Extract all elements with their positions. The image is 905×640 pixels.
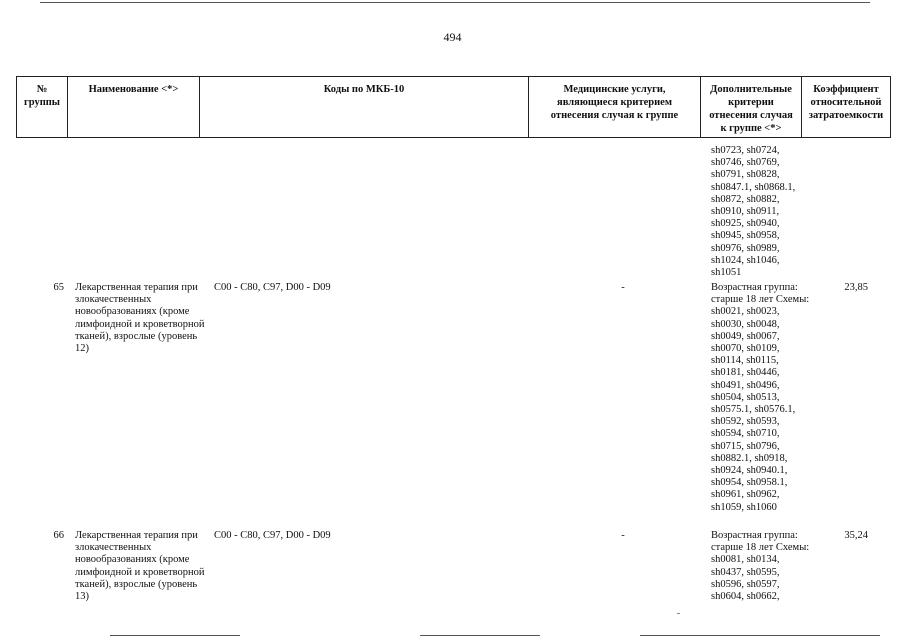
row-66-services: - — [621, 530, 625, 541]
page-number: 494 — [443, 30, 462, 44]
row-66-coefficient: 35,24 — [844, 530, 868, 541]
top-edge-line — [40, 2, 870, 3]
row-65-coefficient: 23,85 — [844, 282, 868, 293]
header-row — [17, 77, 891, 138]
table-header — [16, 76, 891, 138]
header-name: Наименование <*> — [68, 77, 200, 138]
bottom-edge-line-mid — [420, 635, 540, 636]
row-65-criteria: Возрастная группа: старше 18 лет Схемы: sh0021, sh0023, sh0030, sh0048, sh0049, sh0067, sh0070, sh0109, sh0114, sh0115, sh0181, sh0446, sh0491, sh0496, sh0504, sh0513, sh0575.1, sh0576.1, sh0592, sh0593, sh0594, sh0710, sh0715, sh0796, sh0882.1, sh0918, sh0924, sh0940.1, sh0954, sh0958.1, sh0961, sh0962, sh1059, sh1060 — [711, 282, 810, 513]
bottom-edge-line-left — [110, 635, 240, 636]
row-65-number: 65 — [53, 282, 64, 293]
continuation-criteria: sh0723, sh0724, sh0746, sh0769, sh0791, sh0828, sh0847.1, sh0868.1, sh0872, sh0882, sh0910, sh0911, sh0925, sh0940, sh0945, sh0958, sh0976, sh0989, sh1024, sh1046, sh1051 — [711, 145, 796, 279]
row-65-codes: C00 - C80, C97, D00 - D09 — [214, 282, 331, 293]
row-66-name: Лекарственная терапия при злокачественных новообразованиях (кроме лимфоидной и кроветворной тканей), взрослые (уровень 13) — [75, 530, 205, 603]
row-66-number: 66 — [53, 530, 64, 541]
header-cost-coefficient: Коэффициент относительной затратоемкости — [802, 77, 891, 138]
row-66-criteria: Возрастная группа: старше 18 лет Схемы: sh0081, sh0134, sh0437, sh0595, sh0596, sh0597, sh0604, sh0662, — [711, 530, 810, 603]
row-65-name: Лекарственная терапия при злокачественных новообразованиях (кроме лимфоидной и кроветворной тканей), взрослые (уровень 12) — [75, 282, 205, 355]
scan-mark — [677, 613, 680, 614]
bottom-edge-line-right — [640, 635, 880, 636]
header-medical-services: Медицинские услуги, являющиеся критерием отнесения случая к группе — [529, 77, 701, 138]
header-icd-codes: Коды по МКБ-10 — [200, 77, 529, 138]
header-group-number: № группы — [17, 77, 68, 138]
row-65-services: - — [621, 282, 625, 293]
header-additional-criteria: Дополнительные критерии отнесения случая к группе <*> — [701, 77, 802, 138]
row-66-codes: C00 - C80, C97, D00 - D09 — [214, 530, 331, 541]
